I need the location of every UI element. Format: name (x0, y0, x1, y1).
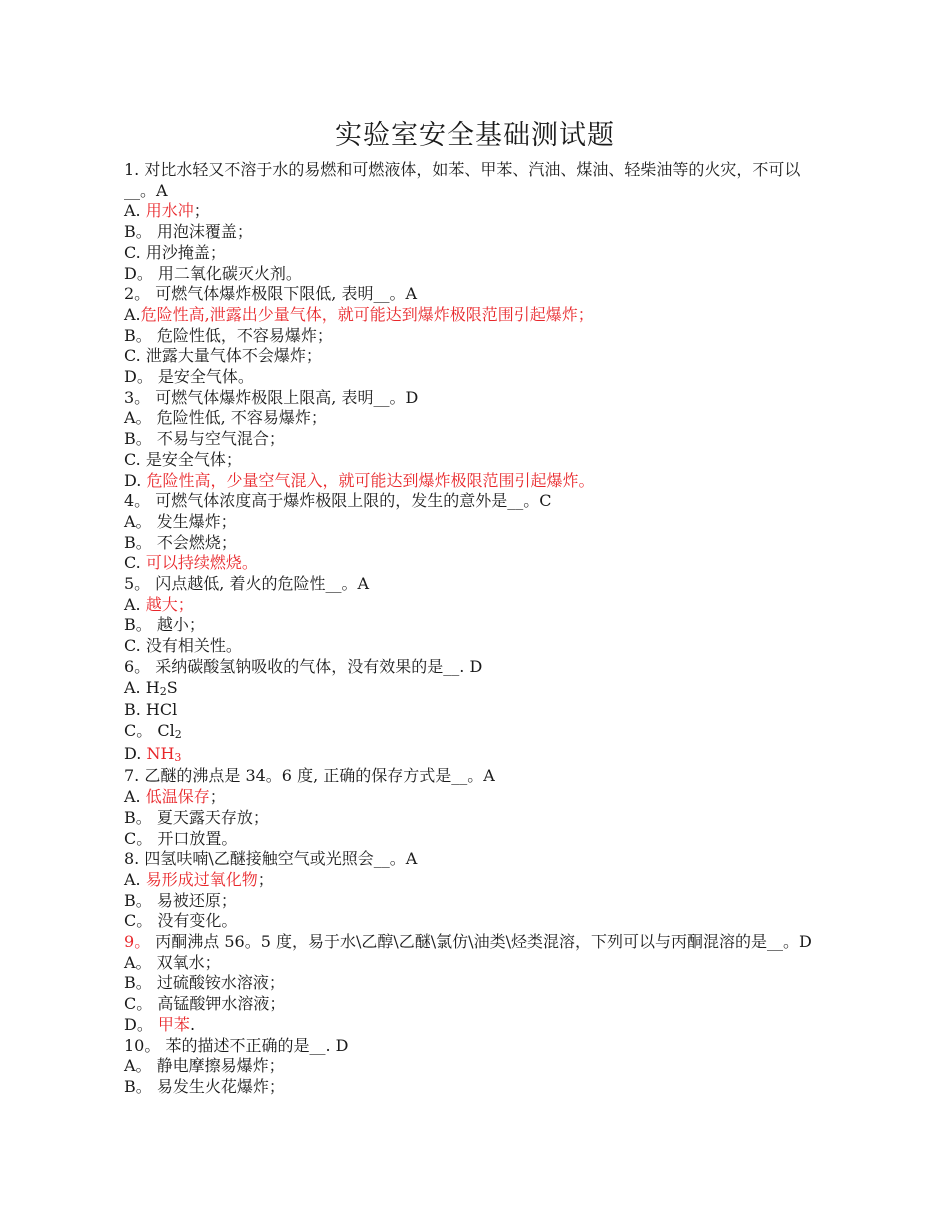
question-list (124, 160, 814, 1098)
text-line (124, 429, 814, 450)
text-span: A。 危险性低, 不容易爆炸； (124, 408, 327, 428)
text-span: B。 越小； (124, 615, 205, 635)
text-span: A。 双氧水； (124, 952, 221, 972)
answer-highlight: 越大； (145, 594, 194, 614)
text-span: 10。 苯的描述不正确的是__. D (124, 1035, 349, 1055)
text-line (124, 721, 814, 744)
document-title: 实验室安全基础测试题 (335, 120, 615, 151)
text-line (124, 201, 814, 222)
text-span: B。 不易与空气混合； (124, 429, 285, 449)
text-span: C. 没有相关性。 (124, 636, 242, 656)
text-span: 8. 四氢呋喃\乙醚接触空气或光照会__。A (124, 849, 418, 869)
text-line (124, 512, 814, 533)
text-span: C. 是安全气体； (124, 449, 242, 469)
text-line (124, 973, 814, 994)
text-span: 2 (159, 684, 167, 698)
text-line (124, 346, 814, 367)
text-span: B。 过硫酸铵水溶液； (124, 973, 285, 993)
text-span: A。 静电摩擦易爆炸； (124, 1056, 285, 1076)
text-line (124, 450, 814, 471)
text-span: C。 高锰酸钾水溶液； (124, 994, 286, 1014)
text-line (124, 849, 814, 870)
text-line (124, 636, 814, 657)
text-line (124, 264, 814, 285)
text-span: 6。 采纳碳酸氢钠吸收的气体，没有效果的是__. D (124, 656, 483, 676)
text-span: D。 是安全气体。 (124, 367, 254, 387)
answer-highlight: 危险性高，少量空气混入，就可能达到爆炸极限范围引起爆炸。 (146, 470, 595, 490)
text-span: A. H (124, 677, 160, 697)
text-line (124, 408, 814, 429)
text-line (124, 533, 814, 554)
text-line (124, 388, 814, 409)
answer-highlight: NH (146, 743, 175, 763)
text-span: ； (209, 787, 226, 807)
text-line (124, 305, 814, 326)
text-span: A. (124, 869, 146, 889)
text-span: D. (124, 743, 147, 763)
text-line (124, 284, 814, 305)
text-span: 2 (174, 727, 182, 741)
text-span: C。 没有变化。 (124, 911, 238, 931)
text-span: C. 泄露大量气体不会爆炸； (124, 346, 322, 366)
text-span: 5。 闪点越低, 着火的危险性__。A (124, 574, 369, 594)
text-line (124, 574, 814, 595)
answer-highlight: 3 (174, 750, 182, 764)
text-line (124, 1015, 814, 1036)
text-line (124, 829, 814, 850)
text-span: 2。 可燃气体爆炸极限下限低, 表明__。A (124, 284, 417, 304)
text-line (124, 243, 814, 264)
text-line (124, 808, 814, 829)
answer-highlight: 9 (124, 932, 135, 952)
answer-highlight: 。 (134, 932, 151, 952)
text-span: B。 不会燃烧； (124, 532, 237, 552)
text-span: D。 (124, 1014, 158, 1034)
text-line (124, 1077, 814, 1098)
text-line (124, 615, 814, 636)
text-span: ； (257, 869, 274, 889)
text-line (124, 911, 814, 932)
text-span: B。 易被还原； (124, 890, 237, 910)
text-line (124, 994, 814, 1015)
text-span: . (189, 1014, 196, 1034)
text-span: 3。 可燃气体爆炸极限上限高, 表明__。D (124, 387, 419, 407)
text-line (124, 953, 814, 974)
text-line (124, 222, 814, 243)
text-line (124, 678, 814, 701)
text-line (124, 595, 814, 616)
text-span: 4。 可燃气体浓度高于爆炸极限上限的，发生的意外是__。C (124, 491, 552, 511)
text-span: B。 危险性低，不容易爆炸； (124, 325, 333, 345)
text-span: ； (193, 201, 210, 221)
text-line (124, 891, 814, 912)
text-span: C。 开口放置。 (124, 828, 238, 848)
text-line (124, 932, 814, 953)
text-span: A. (124, 304, 141, 324)
text-span: A. (124, 787, 146, 807)
text-span: A. (124, 201, 146, 221)
text-span: C。 Cl (124, 720, 175, 740)
text-line (124, 367, 814, 388)
answer-highlight: 低温保存 (145, 787, 210, 807)
text-line (124, 1036, 814, 1057)
text-line (124, 160, 814, 201)
text-span: D. (124, 470, 147, 490)
answer-highlight: 用水冲 (145, 201, 194, 221)
text-line (124, 326, 814, 347)
text-span: B。 夏天露天存放； (124, 807, 269, 827)
text-span: 7. 乙醚的沸点是 34。6 度, 正确的保存方式是__。A (124, 766, 495, 786)
text-line (124, 787, 814, 808)
text-line (124, 491, 814, 512)
text-span: B. HCl (124, 700, 178, 720)
text-line (124, 870, 814, 891)
answer-highlight: 甲苯 (157, 1014, 190, 1034)
text-line (124, 471, 814, 492)
text-line (124, 700, 814, 721)
text-span: A。 发生爆炸； (124, 511, 237, 531)
text-line (124, 766, 814, 787)
text-span: 丙酮沸点 56。5 度，易于水\乙醇\乙醚\氯仿\油类\烃类混溶，下列可以与丙酮混溶的是__。D (150, 932, 812, 952)
text-line (124, 744, 814, 767)
text-span: S (166, 677, 178, 697)
answer-highlight: 易形成过氧化物 (145, 869, 258, 889)
answer-highlight: 危险性高,泄露出少量气体，就可能达到爆炸极限范围引起爆炸； (140, 304, 594, 324)
text-span: C. (124, 553, 146, 573)
text-span: C. 用沙掩盖； (124, 242, 226, 262)
text-span: 1. 对比水轻又不溶于水的易燃和可燃液体，如苯、甲苯、汽油、煤油、轻柴油等的火灾，不可以__。A (124, 160, 801, 200)
text-line (124, 553, 814, 574)
text-line (124, 1056, 814, 1077)
text-span: A. (124, 594, 146, 614)
answer-highlight: 可以持续燃烧。 (145, 553, 258, 573)
text-span: B。 易发生火花爆炸； (124, 1076, 285, 1096)
text-span: D。 用二氧化碳灭火剂。 (124, 263, 302, 283)
text-line (124, 657, 814, 678)
text-span: B。 用泡沫覆盖； (124, 222, 253, 242)
